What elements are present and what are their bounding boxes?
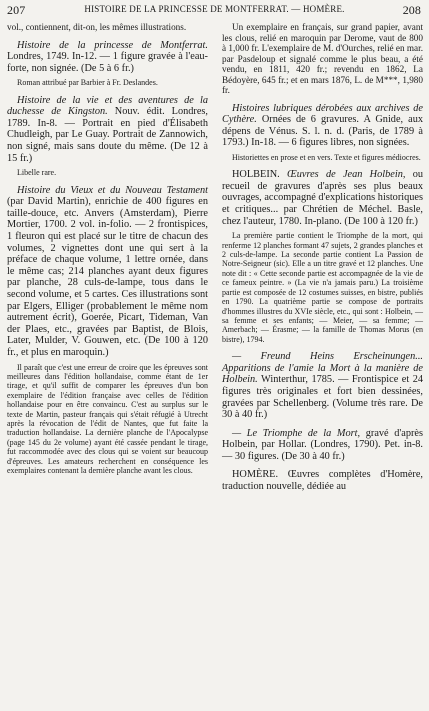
note-montferrat: Roman attribué par Barbier à Fr. Deslandes.	[17, 78, 158, 88]
entry-title: Œuvres de Jean Holbein,	[279, 169, 406, 181]
entry-histoires-lubriques	[222, 103, 423, 149]
entry-title: Histoire de la princesse de Montferrat.	[17, 39, 208, 51]
entry-author: HOLBEIN.	[232, 169, 280, 181]
entry-kingston	[7, 95, 208, 165]
entry-body: ou recueil de gravures d'après ses plus beaux ouvrages, accompagné d'explications historiques et critiques... par Chrétien de Méchel. Basle, chez l'auteur, 1780. In-plano. (De 100 à 120 fr.)	[222, 169, 423, 227]
entry-homere	[222, 469, 423, 492]
entry-montferrat	[7, 40, 208, 75]
entry-body: gravé d'après Holbein, par Hollar. (Londres, 1790). Pet. in-8. — 30 figures. (De 30 à 40 fr.)	[222, 427, 423, 462]
entry-body: Winterthur, 1785. — Frontispice et 24 figures très originales et fort bien dessinées, gravées par Schellenberg. (Volume très rare. De 30 à 40 fr.)	[222, 374, 423, 421]
entry-body: Œuvres complètes d'Homère, traduction nouvelle, dédiée au	[222, 469, 423, 493]
entry-triomphe-mort	[222, 428, 423, 463]
left-column	[7, 22, 208, 475]
page-header	[0, 0, 429, 20]
continuation-text: vol., contiennent, dit-on, les mêmes illustrations.	[7, 22, 187, 32]
note-kingston: Libelle rare.	[17, 168, 57, 178]
entry-title: — Le Triomphe de la Mort,	[232, 427, 361, 439]
entry-title: Histoire de la vie et des aventures de la duchesse de Kingston.	[7, 94, 208, 118]
entry-body: Londres, 1749. In-12. — 1 figure gravée à l'eau-forte, non signée. (De 5 à 6 fr.)	[7, 51, 208, 74]
entry-body: (par David Martin), enrichie de 400 figures en taille-douce, etc. Anvers (Amsterdam), Pierre Mortier, 1700. 2 vol. in-folio. — 2 frontispices, 1 fleuron qui est placé sur le titre de chacun des volumes, 2 vignettes dont une qui sert à la préface de chaque volume, 1 lettre ornée, dans le même cas; 214 planches ayant deux figures par planche, 28 culs-de-lampe, tous dans le second volume, et 5 cartes. Ces illustrations sont par Elgers, Elliger (probablement le même nom autrement écrit), Goerée, Picart, Tideman, Van der Plaes, etc., gravées par Baptist, de Blois, Later, Mulder, V. Gouwen, etc. (De 100 à 120 fr., et plus en maroquin.)	[7, 196, 208, 358]
entry-author: HOMÈRE.	[232, 469, 279, 481]
note-histoires-lubriques: Historiettes en prose et en vers. Texte et figures médiocres.	[232, 152, 421, 162]
entry-title: — Freund Heins Erscheinungen... Apparitions de l'amie la Mort à la manière de Holbein.	[222, 351, 423, 386]
entry-body: Ornées de 6 gravures. A Gnide, aux dépens de Vénus. S. l. n. d. (Paris, de 1789 à 1793.) In-18. — 6 figures libres, non signées.	[222, 114, 423, 149]
page-number-right: 208	[402, 3, 421, 17]
right-column	[222, 22, 423, 493]
running-title: HISTOIRE DE LA PRINCESSE DE MONTFERRAT. — HOMÈRE.	[84, 4, 345, 14]
entry-body: Nouv. édit. Londres, 1789. In-8. — Portrait en pied d'Élisabeth Chudleigh, par Le Guay. Portrait de Zannowich, non signé, mais sans doute du même. (De 12 à 15 fr.)	[7, 106, 208, 164]
entry-title: Histoire du Vieux et du Nouveau Testament	[17, 184, 208, 196]
entry-title: Histoires lubriques dérobées aux archives de Cythère.	[222, 102, 423, 126]
entry-holbein	[222, 169, 423, 227]
note-holbein: La première partie contient le Triomphe de la mort, qui renferme 12 planches formant 47 sujets, 2 grandes planches et 2 culs-de-lampe. La seconde partie contient La Passion de Notre-Seigneur (sic). Elle a un titre gravé et 12 planches. Une note dit : « Cette seconde partie est accompagnée de la vie de ce fameux peintre. » (La vie n'a jamais paru.) La troisième partie est composée de 12 costumes suisses, en bistre, publiés en 1790. La quatrième partie se compose de portraits d'hommes illustres du XVIe siècle, etc., qui sont : Holbein, — sa femme et ses enfants; — Meier, — sa femme; — Amerbach; — Érasme; — la famille de Thomas Morus (en bistre), 1794.	[222, 231, 423, 344]
entry-freund-hein	[222, 351, 423, 421]
page-number-left: 207	[7, 3, 26, 17]
note-testament: Il paraît que c'est une erreur de croire que les épreuves sont meilleures dans l'édition hollandaise, comme étant de 1er tirage, et qu'il suffit de comparer les épreuves d'un bon exemplaire de l'édition française avec celles de l'édition hollandaise pour en être convaincu. C'est au surplus sur le texte de Martin, pasteur français qui s'était réfugié à Utrecht après la révocation de l'édit de Nantes, que fut faite la traduction hollandaise. La dernière planche de l'Apocalypse (page 145 du 2e volume) ayant été cassée pendant le tirage, fut raccommodée avec des clous qui se voient sur beaucoup d'épreuves. Les amateurs recherchent en conséquence les exemplaires contenant la dernière planche avant les clous.	[7, 362, 208, 476]
continuation-text: Un exemplaire en français, sur grand papier, avant les clous, relié en maroquin par Derome, vaut de 800 à 1,000 fr. L'exemplaire de M. d'Ourches, relié en mar. par Pasdeloup et signalé comme le plus beau, a été vendu, en 1811, 420 fr.; revendu en 1862, La Bédoyère, 645 fr.; et en mars 1876, L. de M***, 1,980 fr.	[222, 22, 423, 95]
entry-testament	[7, 185, 208, 359]
